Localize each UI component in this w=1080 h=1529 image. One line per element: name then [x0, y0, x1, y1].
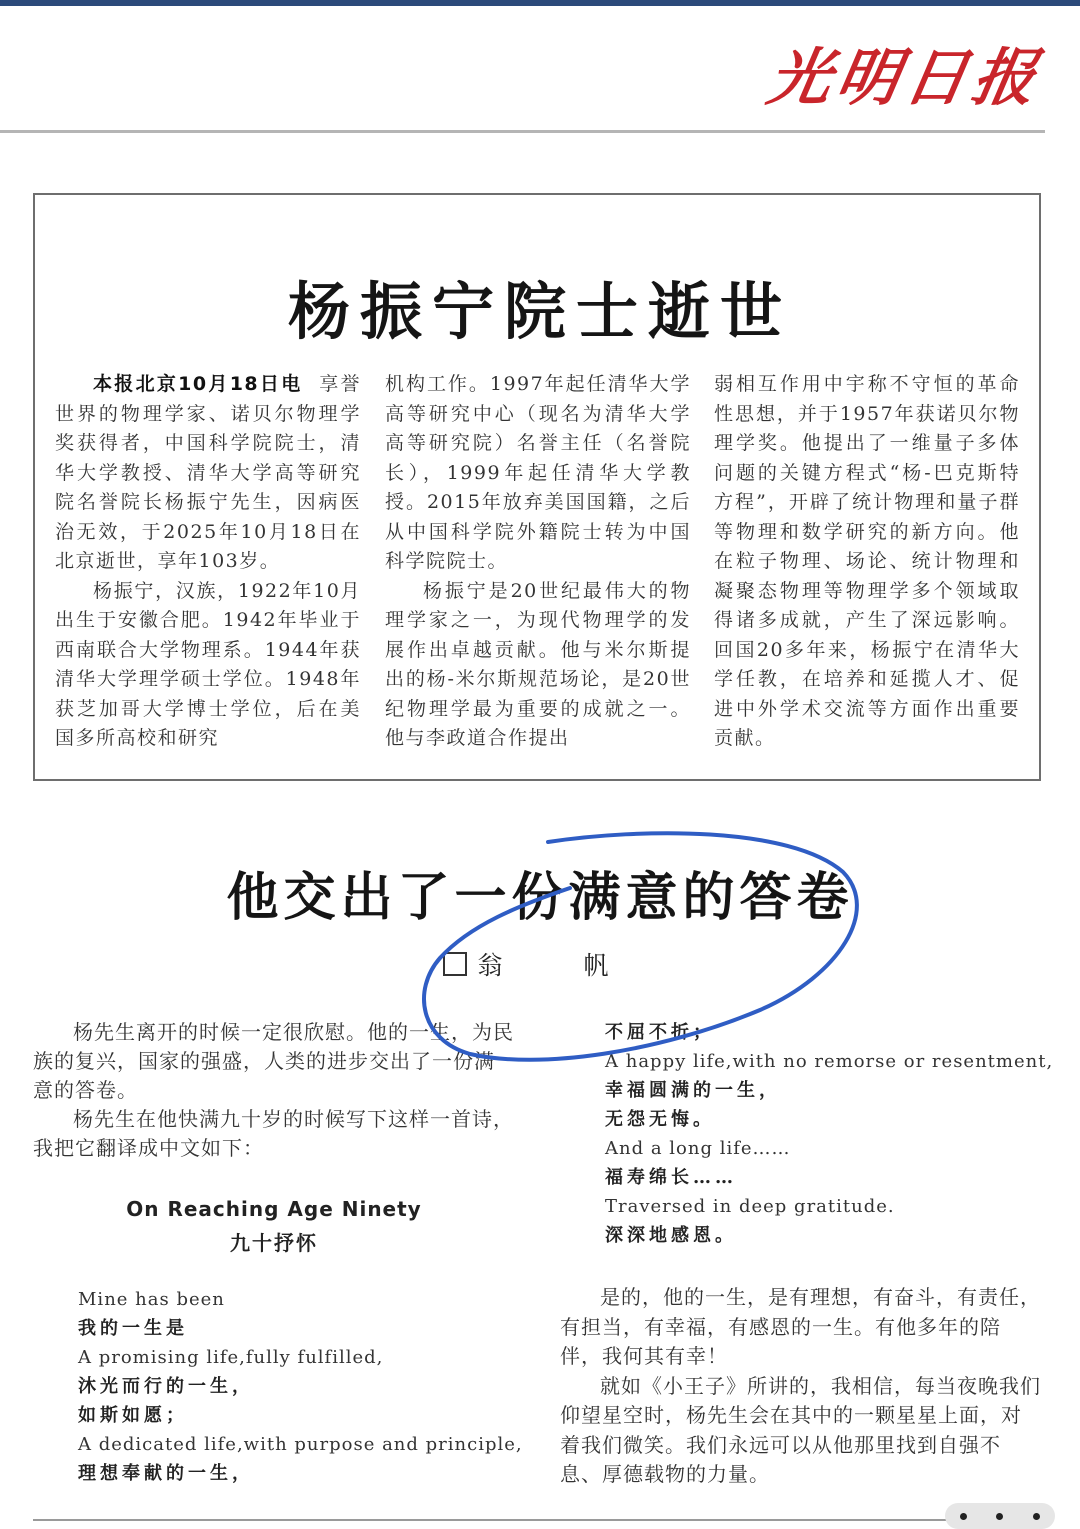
- poem-line: 如斯如愿；: [78, 1405, 188, 1426]
- news-paragraph: 享誉世界的物理学家、诺贝尔物理学奖获得者，中国科学院院士，清华大学教授、清华大学高等研究院名誉院长杨振宁先生，因病医治无效，于2025年10月18日在北京逝世，享年103岁。: [55, 373, 361, 572]
- poem-title-chinese: 九十抒怀: [230, 1231, 318, 1255]
- news-column-1: [55, 370, 361, 754]
- more-horizontal-icon: [996, 1513, 1003, 1520]
- poem-line: 深深地感恩。: [605, 1225, 737, 1246]
- news-column-3: [714, 370, 1020, 754]
- news-paragraph: 弱相互作用中宇称不守恒的革命性思想，并于1957年获诺贝尔物理学奖。他提出了一维量子多体问题的关键方程式“杨-巴克斯特方程”，开辟了统计物理和量子群等物理和数学研究的新方向。他在粒子物理、场论、统计物理和凝聚态物理等物理学多个领域取得诸多成就，产生了深远影响。回国20多年来，杨振宁在清华大学任教，在培养和延揽人才、促进中外学术交流等方面作出重要贡献。: [714, 373, 1020, 749]
- news-paragraph: 杨振宁，汉族，1922年10月出生于安徽合肥。1942年毕业于西南联合大学物理系。1944年获清华大学理学硕士学位。1948年获芝加哥大学博士学位，后在美国多所高校和研究: [55, 579, 361, 749]
- news-headline: 杨振宁院士逝世: [287, 275, 792, 348]
- news-column-2: [385, 370, 691, 754]
- author-name: 翁 帆: [477, 951, 637, 980]
- news-paragraph: 机构工作。1997年起任清华大学高等研究中心（现名为清华大学高等研究院）名誉主任（名誉院长），1999年起任清华大学教授。2015年放弃美国国籍，之后从中国科学院外籍院士转为中国科学院院士。: [385, 373, 691, 572]
- poem-line: Traversed in deep gratitude.: [605, 1196, 895, 1217]
- header-rule: [0, 130, 1045, 133]
- poem-line: 理想奉献的一生，: [78, 1463, 254, 1484]
- more-horizontal-icon: [1033, 1513, 1040, 1520]
- poem-line: 无怨无悔。: [605, 1109, 715, 1130]
- poem-line: And a long life……: [605, 1138, 791, 1159]
- poem-line: 幸福圆满的一生，: [605, 1080, 781, 1101]
- article-paragraph: 杨先生离开的时候一定很欣慰。他的一生，为民族的复兴，国家的强盛，人类的进步交出了一份满意的答卷。: [33, 1020, 514, 1102]
- bottom-rule: [33, 1519, 1043, 1521]
- top-rule: [0, 0, 1080, 6]
- dateline: 本报北京10月18日电: [93, 373, 303, 395]
- news-paragraph: 杨振宁是20世纪最伟大的物理学家之一，为现代物理学的发展作出卓越贡献。他与米尔斯提出的杨-米尔斯规范场论，是20世纪物理学最为重要的成就之一。他与李政道合作提出: [385, 579, 691, 749]
- poem-line: 我的一生是: [78, 1318, 188, 1339]
- article-paragraph: 杨先生在他快满九十岁的时候写下这样一首诗，我把它翻译成中文如下：: [33, 1107, 514, 1160]
- article-headline: 他交出了一份满意的答卷: [226, 868, 854, 928]
- byline: [0, 946, 1080, 982]
- more-options-button[interactable]: [945, 1503, 1055, 1529]
- poem-title-english: On Reaching Age Ninety: [126, 1197, 422, 1221]
- poem-line: 沐光而行的一生，: [78, 1376, 254, 1397]
- poem-left: [78, 1285, 523, 1488]
- poem-line: 福寿绵长……: [605, 1167, 737, 1188]
- poem-line: A dedicated life,with purpose and principle,: [78, 1434, 523, 1455]
- poem-line: A happy life,with no remorse or resentment,: [605, 1051, 1054, 1072]
- byline-square-icon: [443, 952, 467, 976]
- poem-right: [605, 1018, 1053, 1250]
- newspaper-masthead: 光明日报: [762, 41, 1048, 114]
- poem-line: A promising life,fully fulfilled,: [78, 1347, 384, 1368]
- article-paragraph: 是的，他的一生，是有理想，有奋斗，有责任，有担当，有幸福，有感恩的一生。有他多年的陪伴，我何其有幸！: [560, 1285, 1041, 1368]
- article-paragraph: 就如《小王子》所讲的，我相信，每当夜晚我们仰望星空时，杨先生会在其中的一颗星星上面，对着我们微笑。我们永远可以从他那里找到自强不息、厚德载物的力量。: [560, 1373, 1041, 1486]
- article-column-left: [33, 1018, 515, 1163]
- poem-line: Mine has been: [78, 1289, 225, 1310]
- more-horizontal-icon: [960, 1513, 967, 1520]
- poem-line: 不屈不折；: [605, 1022, 715, 1043]
- article-column-right: [560, 1283, 1042, 1490]
